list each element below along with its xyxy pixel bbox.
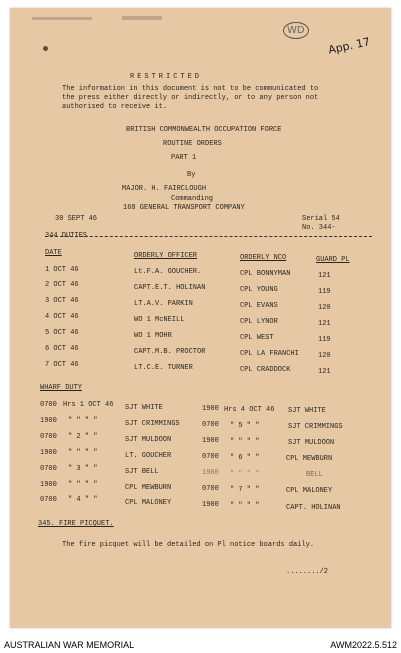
wharf-time: 0700	[202, 453, 219, 461]
row-guard: 120	[318, 304, 331, 312]
row-date: 6 OCT 46	[45, 345, 79, 353]
order-number: No. 344-	[302, 224, 336, 232]
commanding-label: Commanding	[171, 195, 214, 203]
row-guard: 121	[318, 272, 331, 280]
row-guard: 121	[318, 320, 331, 328]
wharf-time: 1900	[202, 501, 219, 509]
wharf-heading: WHARF DUTY	[40, 384, 83, 392]
wharf-when: " 6 " "	[230, 454, 260, 462]
row-officer: WO 1 MOHR	[134, 332, 172, 340]
wharf-name: SJT BELL	[125, 468, 159, 476]
row-nco: CPL YOUNG	[240, 286, 278, 294]
row-date: 2 OCT 46	[45, 281, 79, 289]
fire-picquet-heading: 345. FIRE PICQUET.	[38, 520, 114, 528]
row-nco: CPL LA FRANCHI	[240, 350, 299, 358]
force-title: BRITISH COMMONWEALTH OCCUPATION FORCE	[126, 126, 282, 134]
wharf-when: " 7 " "	[230, 486, 260, 494]
col-date-header: DATE	[45, 249, 62, 257]
wharf-name: SJT WHITE	[125, 404, 163, 412]
wharf-when: " " " "	[230, 470, 260, 478]
row-officer: Lt.F.A. GOUCHER.	[134, 268, 202, 276]
wharf-name: CPL MEWBURN	[125, 484, 172, 492]
restricted-marking: RESTRICTED	[130, 73, 203, 81]
duties-heading: 344 DUTIES	[45, 232, 88, 240]
continuation-marker: ......../2	[286, 568, 329, 576]
row-date: 1 OCT 46	[45, 266, 79, 274]
part-title: PART 1	[171, 154, 197, 162]
row-guard: 121	[318, 368, 331, 376]
wharf-when: Hrs 4 OCT 46	[224, 406, 275, 414]
fire-picquet-text: The fire picquet will be detailed on Pl notice boards daily.	[62, 541, 315, 549]
row-nco: CPL CRADDOCK	[240, 366, 291, 374]
wharf-name: CAPT. HOLINAN	[286, 504, 341, 512]
order-date: 30 SEPT 46	[55, 215, 98, 223]
col-officer-header: ORDERLY OFFICER	[134, 252, 198, 260]
notice-line-3: authorised to receive it.	[62, 103, 168, 111]
wharf-when: " 4 " "	[68, 496, 98, 504]
row-date: 4 OCT 46	[45, 313, 79, 321]
wharf-when: " " " "	[68, 417, 98, 425]
wharf-time: 0700	[40, 433, 57, 441]
row-guard: 119	[318, 288, 331, 296]
wharf-time: 1900	[40, 417, 57, 425]
col-guard-header: GUARD PL	[316, 256, 350, 264]
row-officer: WO 1 McNEILL	[134, 316, 185, 324]
wharf-when: " " " "	[68, 481, 98, 489]
row-guard: 120	[318, 352, 331, 360]
handwritten-wd: WD	[283, 22, 309, 39]
row-nco: CPL LYNOR	[240, 318, 278, 326]
wharf-when: " 2 " "	[68, 433, 98, 441]
row-guard: 119	[318, 336, 331, 344]
serial-number: Serial 54	[302, 215, 340, 223]
row-date: 3 OCT 46	[45, 297, 79, 305]
ink-smudge	[32, 17, 92, 20]
wharf-time: 0700	[202, 485, 219, 493]
row-date: 5 OCT 46	[45, 329, 79, 337]
col-nco-header: ORDERLY NCO	[240, 254, 287, 262]
archive-footer	[0, 637, 401, 653]
officer-name: MAJOR. H. FAIRCLOUGH	[122, 185, 207, 193]
wharf-when: " 5 " "	[230, 422, 260, 430]
wharf-time: 0700	[40, 401, 57, 409]
wharf-name: BELL	[306, 471, 323, 479]
punch-mark	[43, 46, 48, 51]
wharf-when: " 3 " "	[68, 465, 98, 473]
wharf-name: SJT WHITE	[288, 407, 326, 415]
row-officer: CAPT.E.T. HOLINAN	[134, 284, 206, 292]
handwritten-ref: App. 17	[327, 35, 372, 57]
wharf-name: SJT MULDOON	[288, 439, 335, 447]
wharf-time: 1900	[202, 405, 219, 413]
notice-line-2: the press either directly or indirectly, or to any person not	[62, 94, 319, 102]
row-nco: CPL WEST	[240, 334, 274, 342]
orders-title: ROUTINE ORDERS	[163, 140, 222, 148]
wharf-when: " " " "	[230, 502, 260, 510]
wharf-time: 0700	[40, 465, 57, 473]
row-nco: CPL BONNYMAN	[240, 270, 291, 278]
wharf-time: 1900	[202, 437, 219, 445]
wharf-name: SJT CRIMMINGS	[125, 420, 180, 428]
row-date: 7 OCT 46	[45, 361, 79, 369]
unit-name: 168 GENERAL TRANSPORT COMPANY	[123, 204, 245, 212]
wharf-name: LT. GOUCHER	[125, 452, 172, 460]
wharf-name: CPL MEWBURN	[286, 455, 333, 463]
wharf-name: CPL MALONEY	[286, 487, 333, 495]
wharf-time: 0700	[40, 496, 57, 504]
wharf-name: SJT MULDOON	[125, 436, 172, 444]
archive-name: AUSTRALIAN WAR MEMORIAL	[4, 640, 135, 650]
wharf-time: 1900	[40, 449, 57, 457]
row-officer: LT.C.E. TURNER	[134, 364, 193, 372]
row-officer: CAPT.M.B. PROCTOR	[134, 348, 206, 356]
wharf-when: " " " "	[230, 438, 260, 446]
archive-reference: AWM2022.5.512	[330, 640, 397, 650]
row-officer: LT.A.V. PARKIN	[134, 300, 193, 308]
by-label: By	[187, 171, 196, 179]
wharf-name: CPL MALONEY	[125, 499, 172, 507]
wharf-time: 1900	[40, 481, 57, 489]
wharf-when: " " " "	[68, 449, 98, 457]
row-nco: CPL EVANS	[240, 302, 278, 310]
notice-line-1: The information in this document is not to be communicated to	[62, 85, 319, 93]
wharf-when: Hrs 1 OCT 46	[63, 401, 114, 409]
wharf-time: 1900	[202, 469, 219, 477]
header-divider	[45, 236, 372, 237]
wharf-name: SJT CRIMMINGS	[288, 423, 343, 431]
ink-smudge	[122, 16, 162, 20]
wharf-time: 0700	[202, 421, 219, 429]
